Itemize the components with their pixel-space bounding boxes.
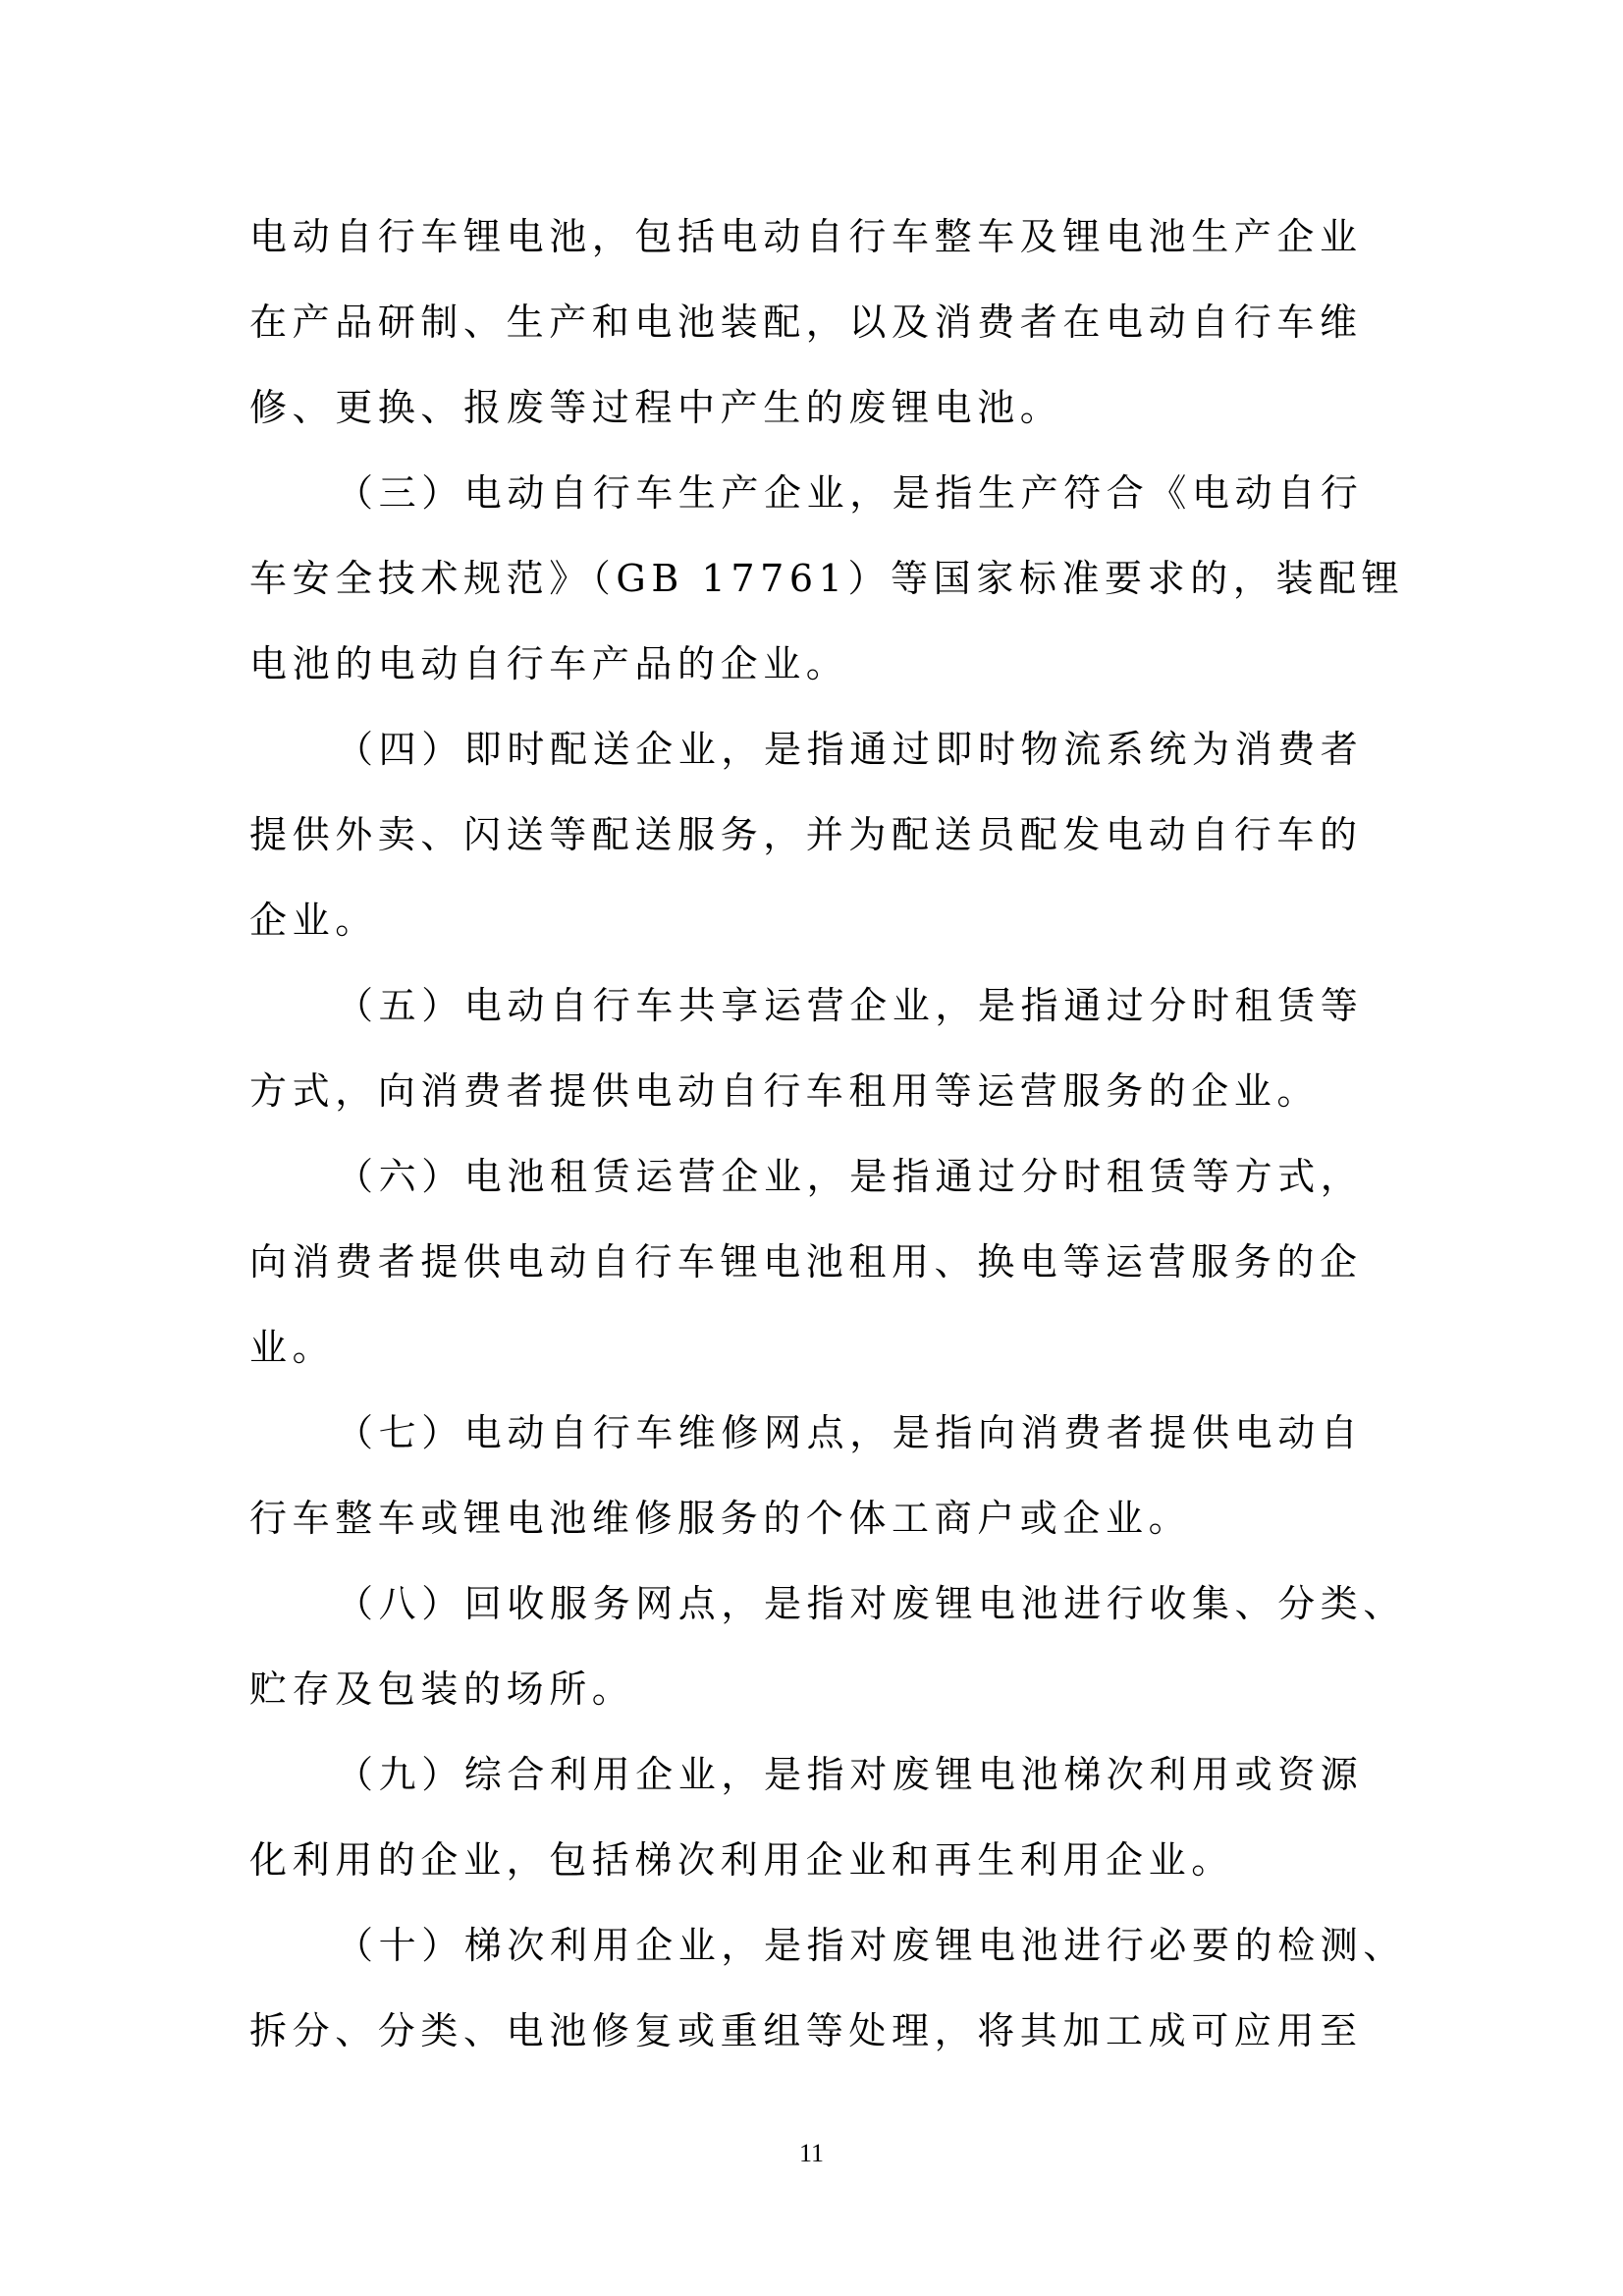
text-line: 车安全技术规范》（GB 17761）等国家标准要求的，装配锂 [249,557,1405,600]
text-line: 在产品研制、生产和电池装配，以及消费者在电动自行车维 [249,301,1363,344]
clause-6-heading-line: （六）电池租赁运营企业，是指通过分时租赁等方式， [336,1155,1364,1198]
text-line: 化利用的企业，包括梯次利用企业和再生利用企业。 [249,1838,1234,1882]
text-line: 业。 [249,1326,336,1369]
clause-3-heading-line: （三）电动自行车生产企业，是指生产符合《电动自行 [336,471,1364,515]
text-line: 行车整车或锂电池维修服务的个体工商户或企业。 [249,1497,1192,1540]
clause-9-heading-line: （九）综合利用企业，是指对废锂电池梯次利用或资源 [336,1753,1364,1796]
clause-5-heading-line: （五）电动自行车共享运营企业，是指通过分时租赁等 [336,984,1364,1027]
text-line: 电动自行车锂电池，包括电动自行车整车及锂电池生产企业 [249,215,1363,258]
clause-8-heading-line: （八）回收服务网点，是指对废锂电池进行收集、分类、 [336,1582,1407,1625]
text-line: 贮存及包装的场所。 [249,1667,635,1711]
text-line: 方式，向消费者提供电动自行车租用等运营服务的企业。 [249,1069,1321,1113]
clause-7-heading-line: （七）电动自行车维修网点，是指向消费者提供电动自 [336,1411,1364,1454]
clause-10-heading-line: （十）梯次利用企业，是指对废锂电池进行必要的检测、 [336,1924,1407,1967]
text-line: 修、更换、报废等过程中产生的废锂电池。 [249,386,1063,429]
text-line: 电池的电动自行车产品的企业。 [249,642,849,685]
text-line: 向消费者提供电动自行车锂电池租用、换电等运营服务的企 [249,1240,1363,1284]
page-number: 11 [798,2139,825,2167]
text-line: 企业。 [249,899,378,942]
text-line: 提供外卖、闪送等配送服务，并为配送员配发电动自行车的 [249,813,1363,856]
clause-4-heading-line: （四）即时配送企业，是指通过即时物流系统为消费者 [336,728,1364,771]
body-text [249,194,1407,2074]
text-line: 拆分、分类、电池修复或重组等处理，将其加工成可应用至 [249,2009,1363,2052]
